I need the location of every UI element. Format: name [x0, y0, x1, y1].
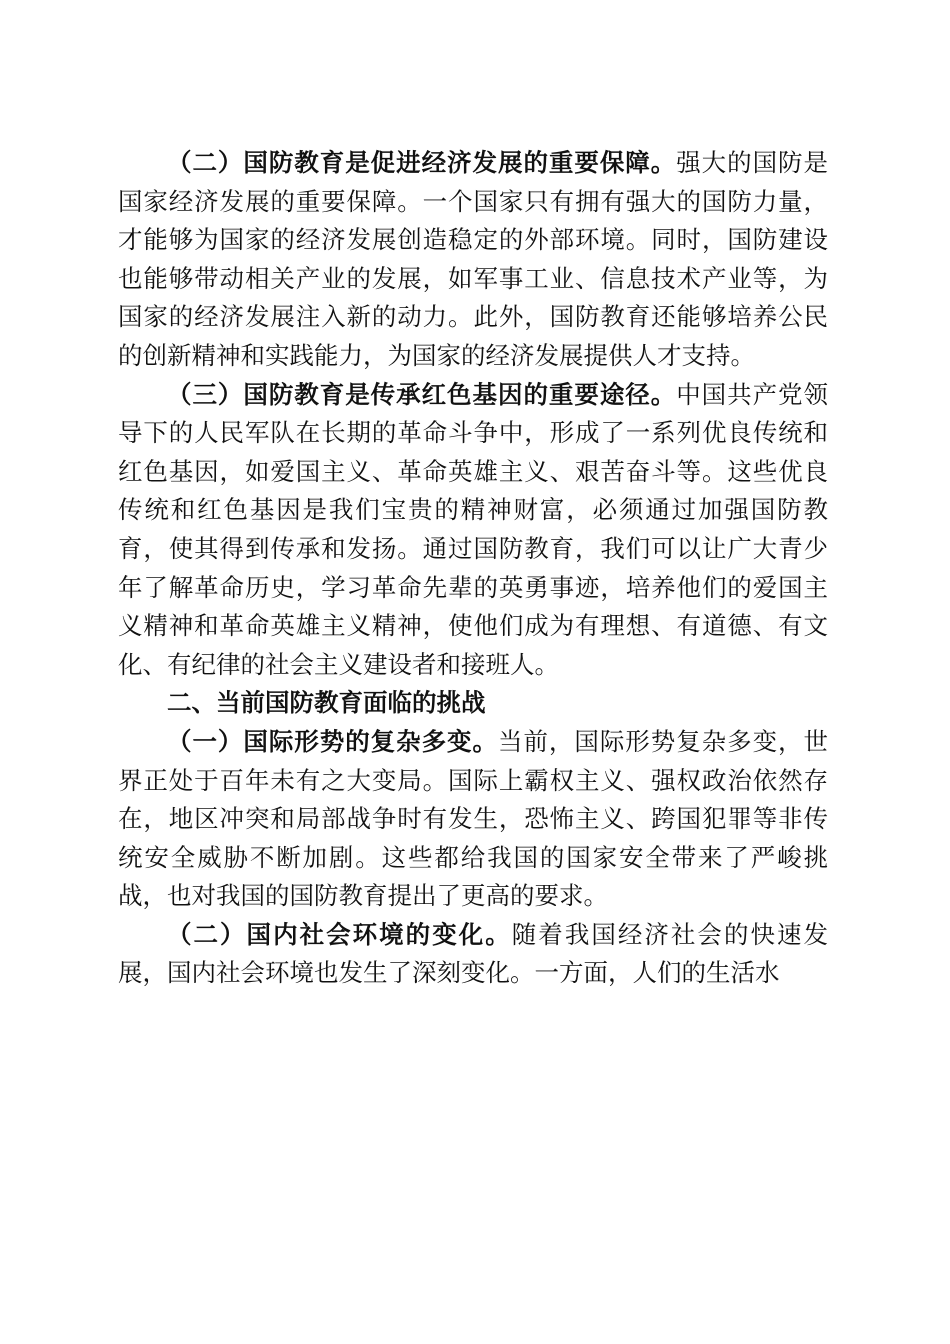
paragraph-lead: （三）国防教育是传承红色基因的重要途径。 [167, 379, 677, 409]
paragraph-body: 强大的国防是国家经济发展的重要保障。一个国家只有拥有强大的国防力量，才能够为国家的经济发展创造稳定的外部环境。同时，国防建设也能够带动相关产业的发展，如军事工业、信息技术产业等，为国家的经济发展注入新的动力。此外，国防教育还能够培养公民的创新精神和实践能力，为国家的经济发展提供人才支持。 [118, 148, 829, 370]
document-page [118, 144, 828, 993]
section-heading: 二、当前国防教育面临的挑战 [167, 688, 486, 718]
paragraph-economy [118, 144, 828, 376]
paragraph-body: 中国共产党领导下的人民军队在长期的革命斗争中，形成了一系列优良传统和红色基因，如爱国主义、革命英雄主义、艰苦奋斗等。这些优良传统和红色基因是我们宝贵的精神财富，必须通过加强国防教育，使其得到传承和发扬。通过国防教育，我们可以让广大青少年了解革命历史，学习革命先辈的英勇事迹，培养他们的爱国主义精神和革命英雄主义精神，使他们成为有理想、有道德、有文化、有纪律的社会主义建设者和接班人。 [118, 379, 829, 679]
paragraph-domestic [118, 916, 828, 993]
paragraph-lead: （一）国际形势的复杂多变。 [167, 726, 498, 756]
paragraph-red-gene [118, 376, 828, 685]
paragraph-body: 随着我国经济社会的快速发展，国内社会环境也发生了深刻变化。一方面，人们的生活水 [118, 919, 829, 988]
paragraph-body: 当前，国际形势复杂多变，世界正处于百年未有之大变局。国际上霸权主义、强权政治依然存在，地区冲突和局部战争时有发生，恐怖主义、跨国犯罪等非传统安全威胁不断加剧。这些都给我国的国家安全带来了严峻挑战，也对我国的国防教育提出了更高的要求。 [118, 726, 829, 911]
paragraph-lead: （二）国防教育是促进经济发展的重要保障。 [167, 148, 677, 177]
paragraph-international [118, 723, 828, 916]
paragraph-lead: （二）国内社会环境的变化。 [167, 919, 512, 949]
